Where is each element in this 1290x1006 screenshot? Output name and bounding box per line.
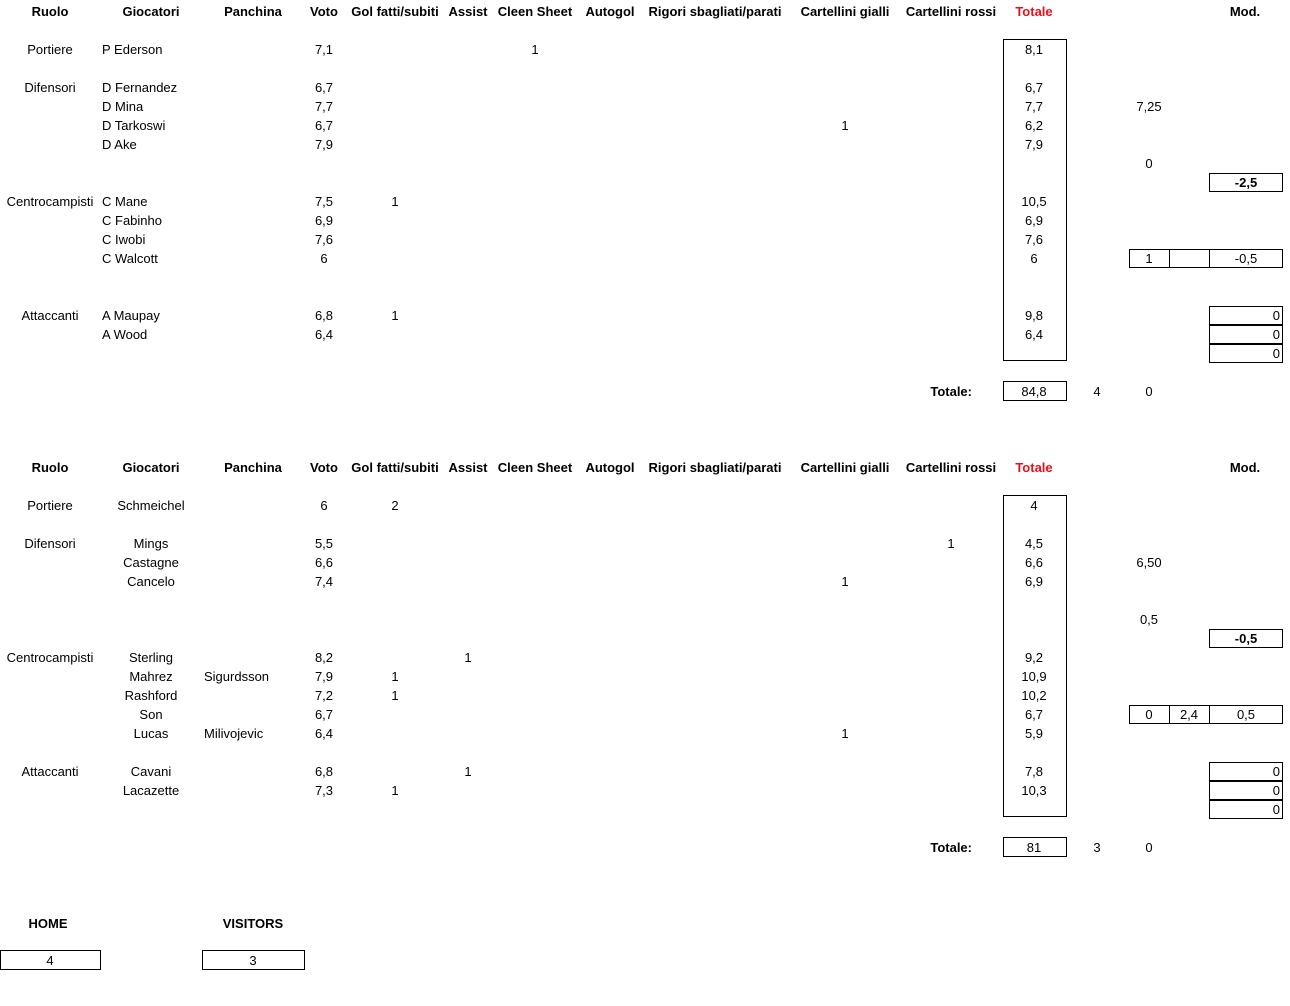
home-total-value: 84,8 xyxy=(1021,383,1047,399)
visitors-player-voto: 5,5 xyxy=(314,535,334,551)
visitors-total-value: 81 xyxy=(1026,839,1042,855)
visitors-player-voto: 7,4 xyxy=(314,573,334,589)
home-header-assist: Assist xyxy=(448,3,488,19)
visitors-player-totale: 4 xyxy=(1030,497,1038,513)
visitors-header-assist: Assist xyxy=(448,459,488,475)
visitors-player-name: Castagne xyxy=(123,554,179,570)
visitors-header-totale: Totale xyxy=(1015,459,1053,475)
visitors-player-name: Rashford xyxy=(124,687,178,703)
home-player-voto: 7,7 xyxy=(314,98,334,114)
home-header-rossi: Cartellini rossi xyxy=(905,3,997,19)
home-header-clean: Cleen Sheet xyxy=(497,3,573,19)
visitors-role-portiere: Portiere xyxy=(27,497,73,513)
visitors-mid-value-a: 0 xyxy=(1145,706,1153,722)
home-player-clean: 1 xyxy=(531,41,539,57)
home-attack-value: 0 xyxy=(1272,307,1280,323)
visitors-player-name: Mings xyxy=(133,535,169,551)
home-player-voto: 7,9 xyxy=(314,136,334,152)
home-header-autogol: Autogol xyxy=(585,3,635,19)
home-player-name: C Mane xyxy=(102,193,148,209)
visitors-player-totale: 10,2 xyxy=(1021,687,1047,703)
home-defense-mod-value: 0 xyxy=(1145,155,1153,171)
visitors-attack-value: 0 xyxy=(1272,801,1280,817)
visitors-header-gol: Gol fatti/subiti xyxy=(351,459,439,475)
visitors-player-name: Lacazette xyxy=(122,782,180,798)
visitors-player-totale: 10,3 xyxy=(1021,782,1047,798)
visitors-player-voto: 6,4 xyxy=(314,725,334,741)
visitors-header-voto: Voto xyxy=(310,459,338,475)
home-score: 4 xyxy=(46,952,54,968)
visitors-mid-value-c: 0,5 xyxy=(1236,706,1256,722)
home-role-portiere: Portiere xyxy=(27,41,73,57)
visitors-header-ruolo: Ruolo xyxy=(31,459,69,475)
visitors-player-name: Son xyxy=(139,706,163,722)
visitors-header-rigori: Rigori sbagliati/parati xyxy=(648,459,782,475)
visitors-player-name: Schmeichel xyxy=(117,497,185,513)
home-role-difensori: Difensori xyxy=(24,79,76,95)
visitors-score: 3 xyxy=(249,952,257,968)
visitors-player-voto: 7,3 xyxy=(314,782,334,798)
visitors-player-gol: 1 xyxy=(391,782,399,798)
home-player-name: C Iwobi xyxy=(102,231,146,247)
home-header-mod: Mod. xyxy=(1229,3,1261,19)
visitors-player-voto: 7,9 xyxy=(314,668,334,684)
home-player-name: D Fernandez xyxy=(102,79,178,95)
visitors-player-name: Lucas xyxy=(133,725,169,741)
home-player-voto: 6 xyxy=(320,250,328,266)
home-goals-value: 4 xyxy=(1093,383,1101,399)
home-mid-value-a: 1 xyxy=(1145,250,1153,266)
home-player-totale: 7,6 xyxy=(1024,231,1044,247)
home-player-voto: 6,9 xyxy=(314,212,334,228)
visitors-extra-value: 0 xyxy=(1145,839,1153,855)
visitors-header-clean: Cleen Sheet xyxy=(497,459,573,475)
home-player-name: D Mina xyxy=(102,98,144,114)
visitors-player-name: Cancelo xyxy=(127,573,175,589)
home-mod-defense: -2,5 xyxy=(1234,174,1258,190)
home-player-name: P Ederson xyxy=(102,41,163,57)
visitors-player-gol: 1 xyxy=(391,668,399,684)
home-role-attaccanti: Attaccanti xyxy=(21,307,79,323)
visitors-player-name: Mahrez xyxy=(129,668,173,684)
visitors-player-totale: 6,6 xyxy=(1024,554,1044,570)
home-player-totale: 10,5 xyxy=(1021,193,1047,209)
home-role-centrocampisti: Centrocampisti xyxy=(6,193,94,209)
visitors-role-centrocampisti: Centrocampisti xyxy=(6,649,94,665)
home-player-totale: 6,7 xyxy=(1024,79,1044,95)
home-header-gol: Gol fatti/subiti xyxy=(351,3,439,19)
visitors-player-totale: 4,5 xyxy=(1024,535,1044,551)
home-player-name: C Walcott xyxy=(102,250,158,266)
home-header-panchina: Panchina xyxy=(224,3,282,19)
visitors-player-assist: 1 xyxy=(464,649,472,665)
home-header-voto: Voto xyxy=(310,3,338,19)
visitors-label: VISITORS xyxy=(222,915,284,931)
home-player-gialli: 1 xyxy=(841,117,849,133)
visitors-role-attaccanti: Attaccanti xyxy=(21,763,79,779)
visitors-player-bench: Sigurdsson xyxy=(204,668,270,684)
home-player-voto: 6,4 xyxy=(314,326,334,342)
home-player-totale: 8,1 xyxy=(1024,41,1044,57)
home-player-totale: 7,9 xyxy=(1024,136,1044,152)
home-player-name: A Maupay xyxy=(102,307,160,323)
visitors-header-panchina: Panchina xyxy=(224,459,282,475)
home-player-name: D Ake xyxy=(102,136,137,152)
home-player-totale: 9,8 xyxy=(1024,307,1044,323)
home-player-name: A Wood xyxy=(102,326,148,342)
visitors-player-name: Cavani xyxy=(130,763,172,779)
visitors-player-gol: 2 xyxy=(391,497,399,513)
home-player-name: D Tarkoswi xyxy=(102,117,166,133)
visitors-player-totale: 9,2 xyxy=(1024,649,1044,665)
visitors-mid-value-b: 2,4 xyxy=(1179,706,1199,722)
visitors-player-voto: 6,8 xyxy=(314,763,334,779)
visitors-player-gol: 1 xyxy=(391,687,399,703)
home-player-totale: 6,9 xyxy=(1024,212,1044,228)
home-player-gol: 1 xyxy=(391,307,399,323)
home-player-voto: 7,5 xyxy=(314,193,334,209)
visitors-goals-value: 3 xyxy=(1093,839,1101,855)
home-player-totale: 6,4 xyxy=(1024,326,1044,342)
visitors-defense-mod-value: 0,5 xyxy=(1139,611,1159,627)
visitors-attack-value: 0 xyxy=(1272,763,1280,779)
visitors-player-bench: Milivojevic xyxy=(204,725,264,741)
home-header-rigori: Rigori sbagliati/parati xyxy=(648,3,782,19)
visitors-player-voto: 8,2 xyxy=(314,649,334,665)
home-header-giocatori: Giocatori xyxy=(122,3,180,19)
home-player-totale: 6,2 xyxy=(1024,117,1044,133)
visitors-player-totale: 6,9 xyxy=(1024,573,1044,589)
visitors-player-rossi: 1 xyxy=(947,535,955,551)
visitors-header-autogol: Autogol xyxy=(585,459,635,475)
visitors-player-voto: 7,2 xyxy=(314,687,334,703)
visitors-header-gialli: Cartellini gialli xyxy=(800,459,890,475)
visitors-player-totale: 5,9 xyxy=(1024,725,1044,741)
home-header-gialli: Cartellini gialli xyxy=(800,3,890,19)
visitors-role-difensori: Difensori xyxy=(24,535,76,551)
visitors-player-voto: 6,6 xyxy=(314,554,334,570)
home-player-voto: 6,7 xyxy=(314,79,334,95)
home-label: HOME xyxy=(28,915,68,931)
home-header-totale: Totale xyxy=(1015,3,1053,19)
visitors-player-name: Sterling xyxy=(128,649,174,665)
home-player-gol: 1 xyxy=(391,193,399,209)
home-attack-value: 0 xyxy=(1272,345,1280,361)
home-player-voto: 7,1 xyxy=(314,41,334,57)
home-header-ruolo: Ruolo xyxy=(31,3,69,19)
home-mid-value-c: -0,5 xyxy=(1234,250,1258,266)
home-attack-value: 0 xyxy=(1272,326,1280,342)
visitors-mod-defense: -0,5 xyxy=(1234,630,1258,646)
visitors-player-totale: 6,7 xyxy=(1024,706,1044,722)
visitors-player-assist: 1 xyxy=(464,763,472,779)
home-player-name: C Fabinho xyxy=(102,212,162,228)
visitors-defense-average: 6,50 xyxy=(1136,554,1162,570)
home-defense-average: 7,25 xyxy=(1136,98,1162,114)
visitors-attack-value: 0 xyxy=(1272,782,1280,798)
visitors-player-gialli: 1 xyxy=(841,725,849,741)
visitors-player-totale: 10,9 xyxy=(1021,668,1047,684)
home-player-totale: 6 xyxy=(1030,250,1038,266)
home-player-totale: 7,7 xyxy=(1024,98,1044,114)
visitors-header-rossi: Cartellini rossi xyxy=(905,459,997,475)
home-player-voto: 6,7 xyxy=(314,117,334,133)
home-player-voto: 7,6 xyxy=(314,231,334,247)
home-total-label: Totale: xyxy=(930,383,972,399)
home-player-voto: 6,8 xyxy=(314,307,334,323)
visitors-player-gialli: 1 xyxy=(841,573,849,589)
visitors-total-label: Totale: xyxy=(930,839,972,855)
home-mid-value-b xyxy=(1169,249,1209,268)
visitors-player-voto: 6 xyxy=(320,497,328,513)
visitors-header-giocatori: Giocatori xyxy=(122,459,180,475)
visitors-player-totale: 7,8 xyxy=(1024,763,1044,779)
visitors-player-voto: 6,7 xyxy=(314,706,334,722)
visitors-header-mod: Mod. xyxy=(1229,459,1261,475)
home-extra-value: 0 xyxy=(1145,383,1153,399)
